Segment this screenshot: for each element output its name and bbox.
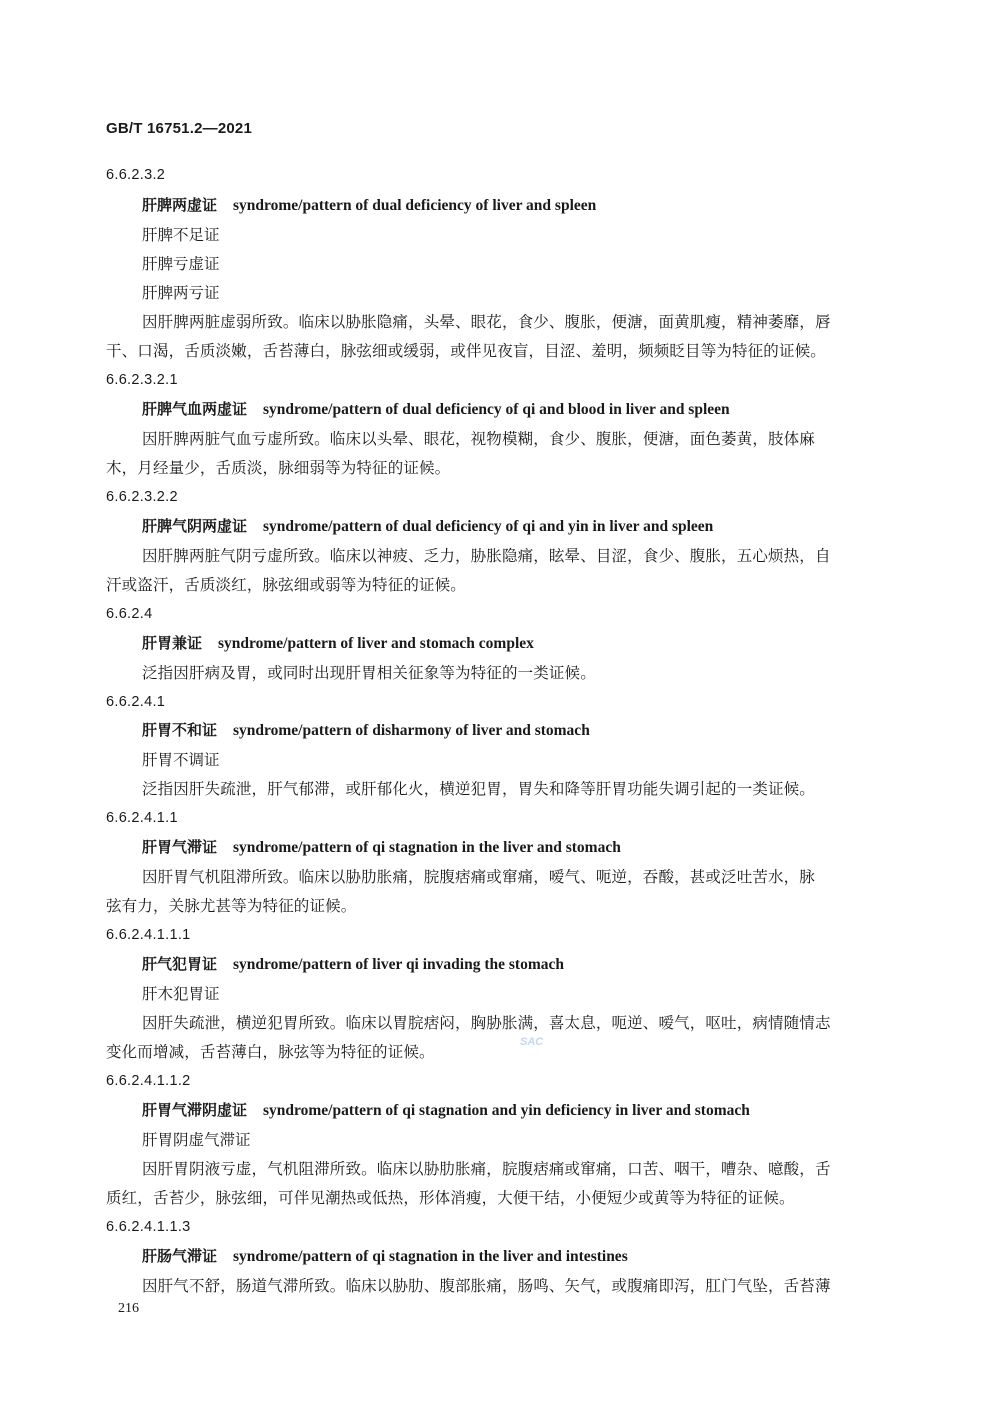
clause-number: 6.6.2.4.1.1.2: [106, 1073, 191, 1089]
definition-line: 汗或盗汗，舌质淡红，脉弦细或弱等为特征的证候。: [106, 576, 466, 594]
synonym: 肝木犯胃证: [142, 985, 220, 1003]
synonym: 肝胃阴虚气滞证: [142, 1131, 251, 1149]
term-chinese: 肝脾气血两虚证: [142, 400, 248, 418]
term-chinese: 肝脾两虚证: [142, 196, 218, 214]
synonym: 肝脾两亏证: [142, 284, 220, 302]
term-chinese: 肝胃气滞证: [142, 838, 218, 856]
definition-line: 干、口渴，舌质淡嫩，舌苔薄白，脉弦细或缓弱，或伴见夜盲，目涩、羞明，频频眨目等为特征的证候。: [106, 342, 826, 360]
term-english: syndrome/pattern of qi stagnation and yin deficiency in liver and stomach: [263, 1102, 750, 1119]
term-english: syndrome/pattern of dual deficiency of qi and yin in liver and spleen: [263, 518, 714, 535]
definition-line: 因肝脾两脏气血亏虚所致。临床以头晕、眼花，视物模糊，食少、腹胀，便溏，面色萎黄，肢体麻: [142, 430, 815, 448]
term-heading: [142, 1100, 750, 1121]
term-heading: [142, 399, 730, 420]
term-heading: [142, 720, 590, 741]
definition-line: 因肝脾两脏虚弱所致。临床以胁胀隐痛，头晕、眼花，食少、腹胀，便溏，面黄肌瘦，精神萎靡，唇: [142, 313, 831, 331]
term-heading: [142, 516, 713, 537]
clause-number: 6.6.2.3.2.1: [106, 372, 178, 388]
clause-number: 6.6.2.4: [106, 606, 153, 622]
term-heading: [142, 837, 621, 858]
definition-line: 质红，舌苔少，脉弦细，可伴见潮热或低热，形体消瘦，大便干结，小便短少或黄等为特征的证候。: [106, 1189, 795, 1207]
sac-watermark: SAC: [520, 1036, 544, 1048]
synonym: 肝脾不足证: [142, 226, 220, 244]
clause-number: 6.6.2.4.1: [106, 694, 166, 710]
clause-number: 6.6.2.4.1.1.3: [106, 1219, 191, 1235]
clause-number: 6.6.2.3.2: [106, 167, 166, 183]
term-chinese: 肝胃不和证: [142, 721, 218, 739]
term-english: syndrome/pattern of dual deficiency of qi and blood in liver and spleen: [263, 401, 730, 418]
clause-number: 6.6.2.4.1.1: [106, 810, 178, 826]
synonym: 肝脾亏虚证: [142, 255, 220, 273]
term-heading: [142, 1246, 628, 1267]
definition-line: 因肝失疏泄，横逆犯胃所致。临床以胃脘痞闷，胸胁胀满，喜太息，呃逆、嗳气，呕吐，病情随情志: [142, 1014, 831, 1032]
term-chinese: 肝气犯胃证: [142, 955, 218, 973]
definition-line: 因肝脾两脏气阴亏虚所致。临床以神疲、乏力，胁胀隐痛，眩晕、目涩，食少、腹胀，五心烦热，自: [142, 547, 831, 565]
standard-number-header: GB/T 16751.2—2021: [106, 120, 252, 137]
clause-number: 6.6.2.3.2.2: [106, 489, 178, 505]
definition-line: 因肝胃阴液亏虚，气机阻滞所致。临床以胁肋胀痛，脘腹痞痛或窜痛，口苦、咽干，嘈杂、噫酸，舌: [142, 1160, 831, 1178]
term-english: syndrome/pattern of qi stagnation in the liver and stomach: [233, 839, 621, 856]
term-english: syndrome/pattern of dual deficiency of liver and spleen: [233, 197, 597, 214]
definition-line: 因肝气不舒，肠道气滞所致。临床以胁肋、腹部胀痛，肠鸣、矢气，或腹痛即泻，肛门气坠，舌苔薄: [142, 1277, 831, 1295]
definition-line: 泛指因肝失疏泄，肝气郁滞，或肝郁化火，横逆犯胃，胃失和降等肝胃功能失调引起的一类证候。: [142, 780, 815, 798]
term-chinese: 肝胃兼证: [142, 634, 203, 652]
definition-line: 泛指因肝病及胃，或同时出现肝胃相关征象等为特征的一类证候。: [142, 664, 596, 682]
term-heading: [142, 195, 596, 216]
term-english: syndrome/pattern of liver and stomach complex: [218, 635, 534, 652]
term-chinese: 肝胃气滞阴虚证: [142, 1101, 248, 1119]
definition-line: 因肝胃气机阻滞所致。临床以胁肋胀痛，脘腹痞痛或窜痛，嗳气、呃逆，吞酸，甚或泛吐苦水，脉: [142, 868, 815, 886]
term-heading: [142, 954, 564, 975]
synonym: 肝胃不调证: [142, 751, 220, 769]
definition-line: 弦有力，关脉尤甚等为特征的证候。: [106, 897, 357, 915]
definition-line: 变化而增减，舌苔薄白，脉弦等为特征的证候。: [106, 1043, 435, 1061]
term-english: syndrome/pattern of qi stagnation in the liver and intestines: [233, 1248, 628, 1265]
term-english: syndrome/pattern of liver qi invading the stomach: [233, 956, 564, 973]
definition-line: 木，月经量少，舌质淡，脉细弱等为特征的证候。: [106, 459, 451, 477]
term-chinese: 肝脾气阴两虚证: [142, 517, 248, 535]
term-heading: [142, 633, 534, 654]
page-number: 216: [118, 1301, 139, 1316]
term-chinese: 肝肠气滞证: [142, 1247, 218, 1265]
clause-number: 6.6.2.4.1.1.1: [106, 927, 191, 943]
term-english: syndrome/pattern of disharmony of liver and stomach: [233, 722, 590, 739]
